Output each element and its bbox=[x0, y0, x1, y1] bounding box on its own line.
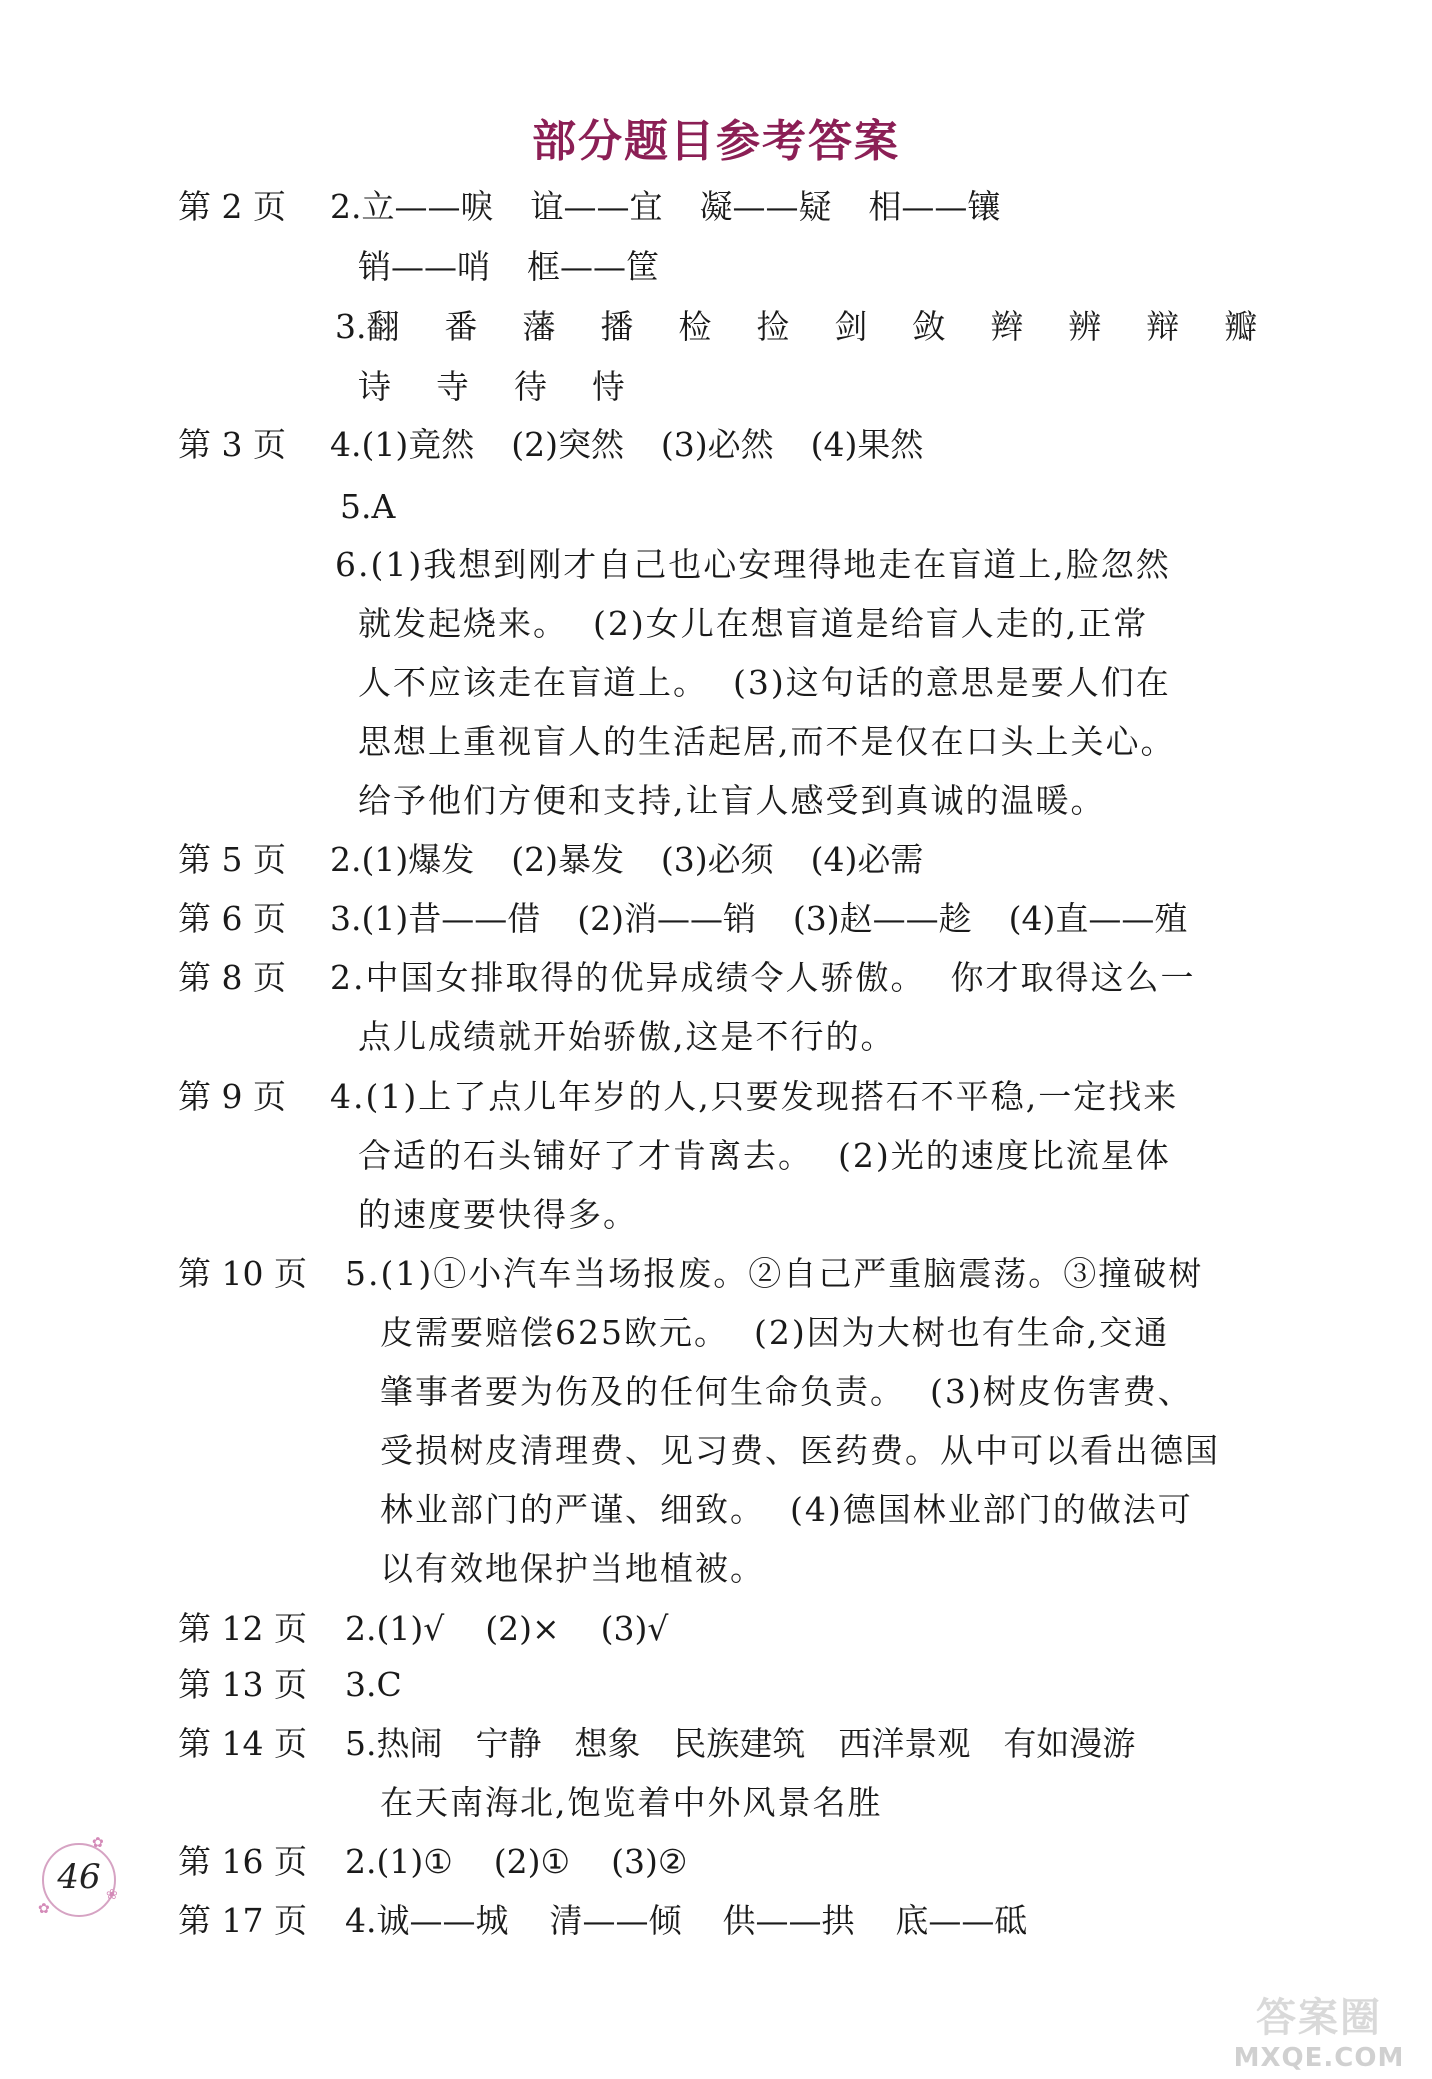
page-label: 第 14 页 bbox=[178, 1724, 307, 1763]
page-label: 第 8 页 bbox=[178, 958, 286, 997]
page-label: 第 12 页 bbox=[178, 1609, 307, 1648]
answer-line: 5.A bbox=[340, 487, 396, 526]
flower-icon: ✿ bbox=[92, 1835, 104, 1851]
watermark bbox=[1224, 1986, 1414, 2073]
page-number: 46 bbox=[57, 1857, 101, 1897]
answer-line: 5.热闹 宁静 想象 民族建筑 西洋景观 有如漫游 bbox=[345, 1724, 1136, 1763]
answer-line: 3.C bbox=[345, 1665, 402, 1704]
answer-line: 以有效地保护当地植被。 bbox=[380, 1549, 765, 1588]
page-label: 第 5 页 bbox=[178, 840, 286, 879]
page-title: 部分题目参考答案 bbox=[532, 116, 900, 167]
page-label: 第 2 页 bbox=[178, 187, 286, 226]
page-label: 第 9 页 bbox=[178, 1077, 286, 1116]
answer-line: 4.(1)竟然 (2)突然 (3)必然 (4)果然 bbox=[330, 425, 924, 464]
answer-line: 2.(1)爆发 (2)暴发 (3)必须 (4)必需 bbox=[330, 840, 924, 879]
answer-line: 销——哨 框——筐 bbox=[358, 247, 659, 286]
answer-line: 2.(1)√ (2)× (3)√ bbox=[345, 1609, 669, 1648]
watermark-logo-text: 答案圈 bbox=[1256, 1995, 1382, 2041]
page-label: 第 13 页 bbox=[178, 1665, 307, 1704]
answer-line: 点儿成绩就开始骄傲,这是不行的。 bbox=[358, 1017, 896, 1056]
answer-line: 思想上重视盲人的生活起居,而不是仅在口头上关心。 bbox=[358, 722, 1176, 761]
page-label: 第 17 页 bbox=[178, 1901, 307, 1940]
answer-line: 3.翻 番 藩 播 检 捡 剑 敛 辫 辨 辩 瓣 bbox=[335, 307, 1258, 346]
answer-line: 林业部门的严谨、细致。 (4)德国林业部门的做法可 bbox=[380, 1490, 1193, 1529]
answer-line: 2.(1)① (2)① (3)② bbox=[345, 1842, 688, 1881]
answer-line: 3.(1)昔——借 (2)消——销 (3)赵——趁 (4)直——殖 bbox=[330, 899, 1188, 938]
answer-line: 2.中国女排取得的优异成绩令人骄傲。 你才取得这么一 bbox=[330, 958, 1196, 997]
page-number-badge bbox=[36, 1835, 122, 1921]
answer-line: 6.(1)我想到刚才自己也心安理得地走在盲道上,脸忽然 bbox=[335, 545, 1171, 584]
answer-line: 在天南海北,饱览着中外风景名胜 bbox=[380, 1783, 883, 1822]
page-label: 第 3 页 bbox=[178, 425, 286, 464]
flower-icon: ❀ bbox=[106, 1887, 118, 1903]
watermark-url: MXQE.COM bbox=[1233, 2043, 1405, 2073]
answer-line: 诗 寺 待 恃 bbox=[358, 367, 625, 406]
answer-line: 的速度要快得多。 bbox=[358, 1195, 638, 1234]
flower-icon: ✿ bbox=[38, 1901, 50, 1917]
page-label: 第 16 页 bbox=[178, 1842, 307, 1881]
answer-line: 受损树皮清理费、见习费、医药费。从中可以看出德国 bbox=[380, 1431, 1220, 1470]
answer-line: 4.(1)上了点儿年岁的人,只要发现搭石不平稳,一定找来 bbox=[330, 1077, 1179, 1116]
answer-line: 肇事者要为伤及的任何生命负责。 (3)树皮伤害费、 bbox=[380, 1372, 1193, 1411]
answer-line: 就发起烧来。 (2)女儿在想盲道是给盲人走的,正常 bbox=[358, 604, 1149, 643]
answer-line: 合适的石头铺好了才肯离去。 (2)光的速度比流星体 bbox=[358, 1136, 1171, 1175]
page-label: 第 10 页 bbox=[178, 1254, 307, 1293]
page-label: 第 6 页 bbox=[178, 899, 286, 938]
answer-line: 给予他们方便和支持,让盲人感受到真诚的温暖。 bbox=[358, 781, 1106, 820]
answer-line: 皮需要赔偿625欧元。 (2)因为大树也有生命,交通 bbox=[380, 1313, 1170, 1352]
answer-line: 2.立——唳 谊——宜 凝——疑 相——镶 bbox=[330, 187, 1001, 226]
answer-line: 4.诚——城 清——倾 供——拱 底——砥 bbox=[345, 1901, 1028, 1940]
answer-line: 5.(1)①小汽车当场报废。②自己严重脑震荡。③撞破树 bbox=[345, 1254, 1204, 1293]
answer-line: 人不应该走在盲道上。 (3)这句话的意思是要人们在 bbox=[358, 663, 1171, 702]
